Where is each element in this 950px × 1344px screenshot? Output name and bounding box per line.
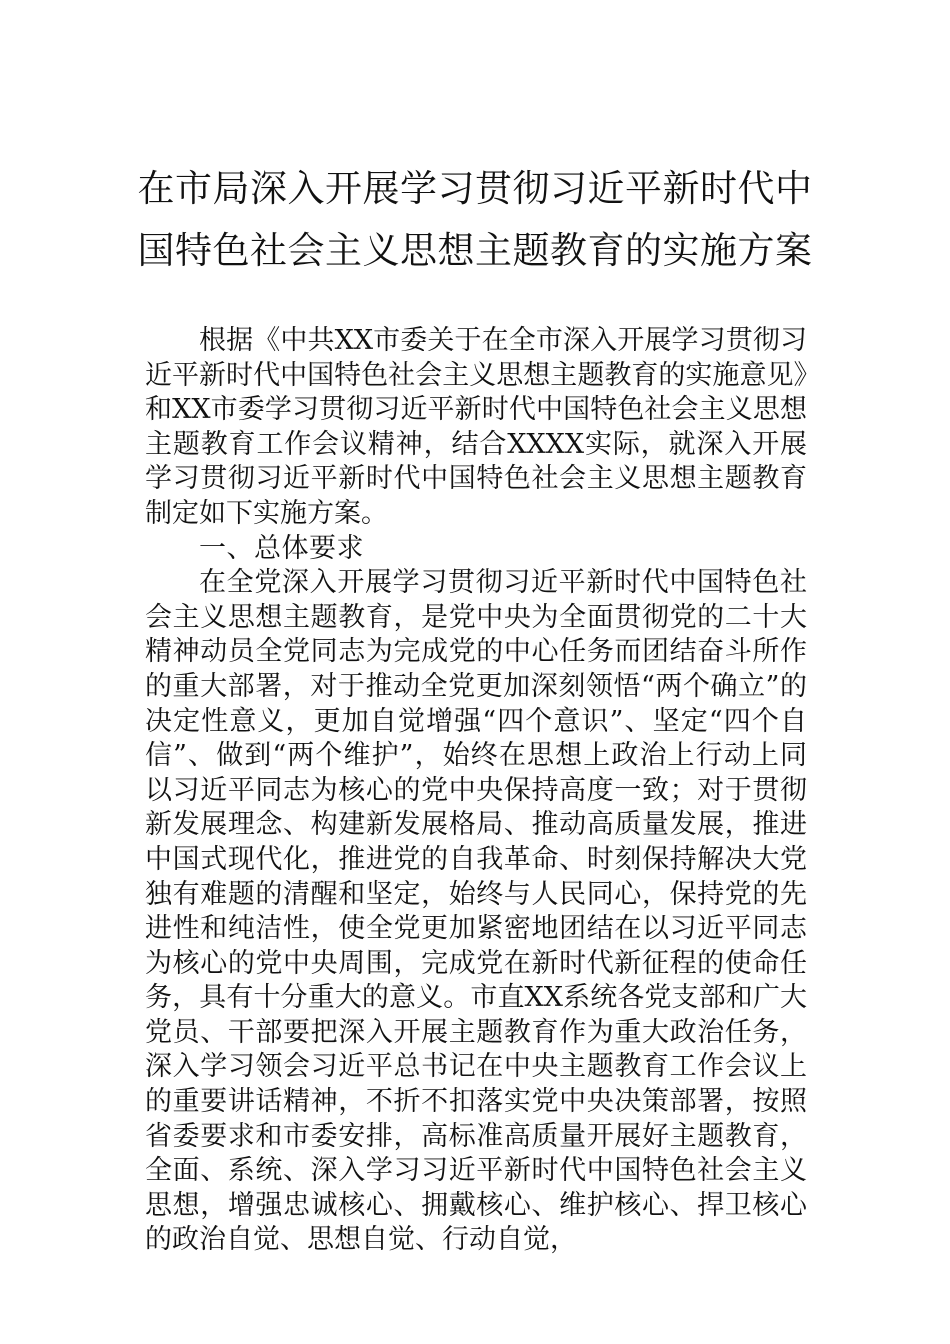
paragraph-general-requirements: 在全党深入开展学习贯彻习近平新时代中国特色社会主义思想主题教育，是党中央为全面贯彻党的二十大精神动员全党同志为完成党的中心任务而团结奋斗所作的重大部署，对于推动全党更加深刻领悟“两个确立”的决定性意义，更加自觉增强“四个意识”、坚定“四个自信”、做到“两个维护”，始终在思想上政治上行动上同以习近平同志为核心的党中央保持高度一致；对于贯彻新发展理念、构建新发展格局、推动高质量发展，推进中国式现代化，推进党的自我革命、时刻保持解决大党独有难题的清醒和坚定，始终与人民同心，保持党的先进性和纯洁性，使全党更加紧密地团结在以习近平同志为核心的党中央周围，完成党在新时代新征程的使命任务，具有十分重大的意义。市直XX系统各党支部和广大党员、干部要把深入开展主题教育作为重大政治任务，深入学习领会习近平总书记在中央主题教育工作会议上的重要讲话精神，不折不扣落实党中央决策部署，按照省委要求和市委安排，高标准高质量开展好主题教育，全面、系统、深入学习习近平新时代中国特色社会主义思想，增强忠诚核心、拥戴核心、维护核心、捍卫核心的政治自觉、思想自觉、行动自觉，	[145, 567, 807, 1256]
document-body	[145, 324, 807, 1258]
paragraph-intro: 根据《中共XX市委关于在全市深入开展学习贯彻习近平新时代中国特色社会主义思想主题教育的实施意见》和XX市委学习贯彻习近平新时代中国特色社会主义思想主题教育工作会议精神，结合XXXX实际，就深入开展学习贯彻习近平新时代中国特色社会主义思想主题教育制定如下实施方案。	[145, 325, 807, 529]
document-title	[130, 158, 820, 282]
section-heading-general-requirements: 一、总体要求	[199, 532, 364, 564]
title-line-1: 在市局深入开展学习贯彻习近平新时代中	[137, 167, 813, 210]
title-line-2: 国特色社会主义思想主题教育的实施方案	[137, 229, 813, 272]
